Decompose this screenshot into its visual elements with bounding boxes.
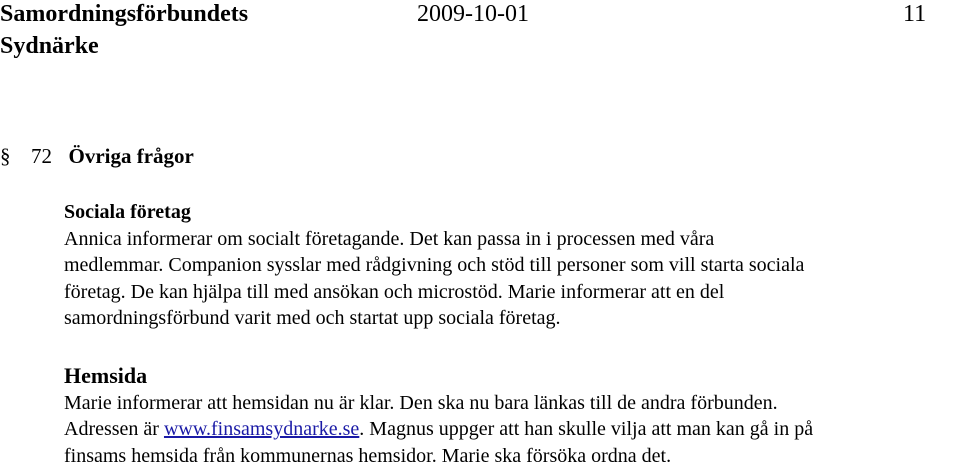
paragraph-line: företag. De kan hjälpa till med ansökan och microstöd. Marie informerar att en del bbox=[64, 279, 960, 306]
document-date: 2009-10-01 bbox=[417, 0, 529, 30]
section-number: 72 bbox=[31, 144, 52, 168]
section-heading bbox=[0, 142, 194, 170]
text-span: Adressen är bbox=[64, 418, 164, 440]
org-name-line2: Sydnärke bbox=[0, 30, 99, 62]
paragraph-line: Annica informerar om socialt företagande. Det kan passa in i processen med våra bbox=[64, 226, 960, 253]
paragraph-line: finsams hemsida från kommunernas hemsidor. Marie ska försöka ordna det. bbox=[64, 443, 960, 469]
website-link[interactable]: www.finsamsydnarke.se bbox=[164, 418, 359, 440]
paragraph-line bbox=[64, 416, 960, 443]
block-heading: Sociala företag bbox=[64, 199, 960, 226]
paragraph-line: samordningsförbund varit med och startat upp sociala företag. bbox=[64, 305, 960, 332]
block-heading: Hemsida bbox=[64, 363, 960, 390]
hemsida-block bbox=[64, 363, 960, 469]
section-symbol: § bbox=[0, 144, 11, 168]
org-name-line1: Samordningsförbundets bbox=[0, 0, 248, 30]
sociala-foretag-block bbox=[64, 199, 960, 332]
page-number: 11 bbox=[903, 0, 926, 30]
paragraph-line: Marie informerar att hemsidan nu är klar. Den ska nu bara länkas till de andra förbunden. bbox=[64, 390, 960, 417]
text-span: . Magnus uppger att han skulle vilja att man kan gå in på bbox=[359, 418, 813, 440]
section-title: Övriga frågor bbox=[69, 144, 194, 168]
paragraph-line: medlemmar. Companion sysslar med rådgivning och stöd till personer som vill starta sociala bbox=[64, 252, 960, 279]
